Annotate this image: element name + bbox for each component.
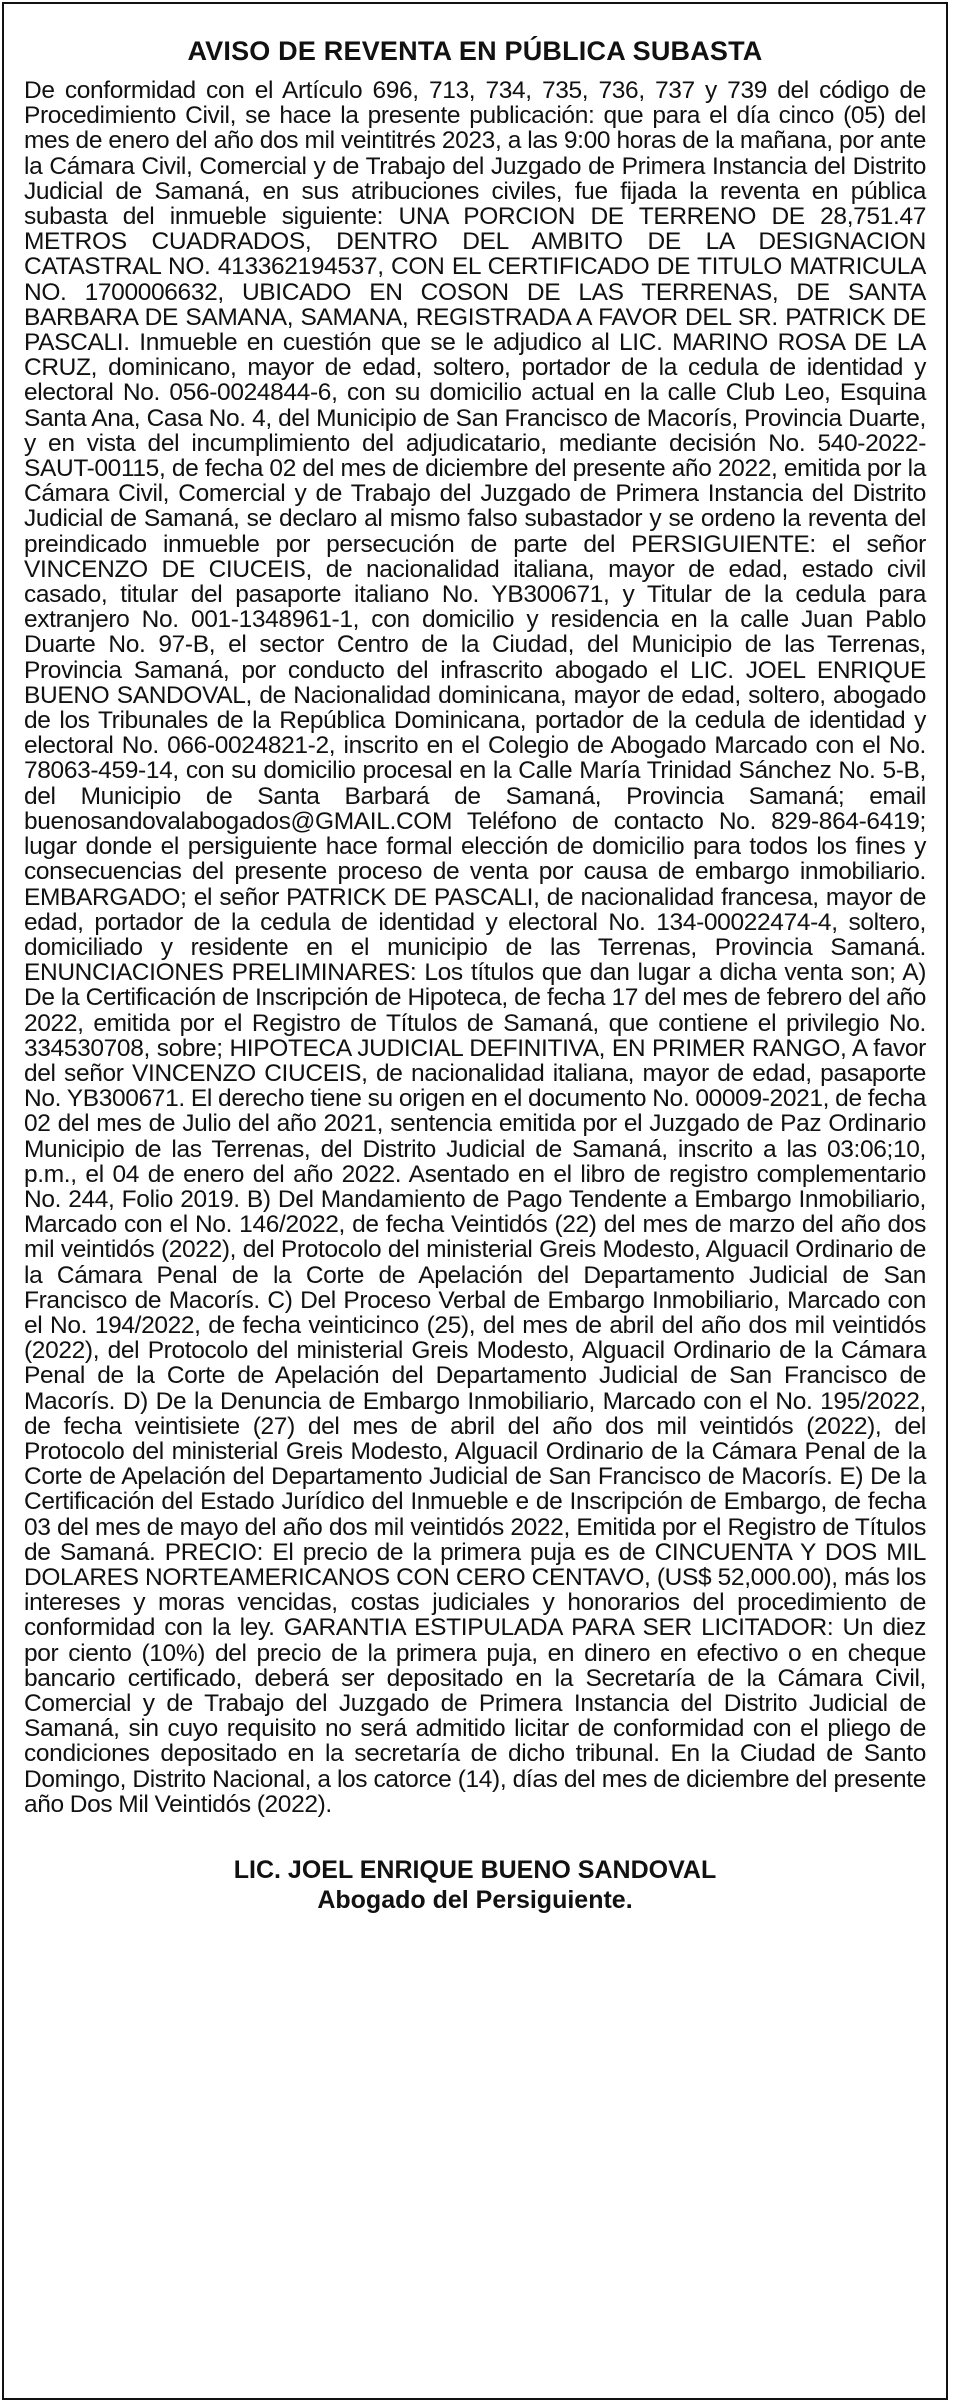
notice-frame: [2, 2, 948, 2400]
signature-role: Abogado del Persiguiente.: [317, 1886, 633, 1915]
notice-body: De conformidad con el Artículo 696, 713, 734, 735, 736, 737 y 739 del código de Procedimiento Civil, se hace la presente publicación: que para el día cinco (05) del mes de enero del año dos mil veintitrés 2023, a las 9:00 horas de la mañana, por ante la Cámara Civil, Comercial y de Trabajo del Juzgado de Primera Instancia del Distrito Judicial de Samaná, en sus atribuciones civiles, fue fijada la reventa en pública subasta del inmueble siguiente: UNA PORCION DE TERRENO DE 28,751.47 METROS CUADRADOS, DENTRO DEL AMBITO DE LA DESIGNACION CATASTRAL NO. 413362194537, CON EL CERTIFICADO DE TITULO MATRICULA NO. 1700006632, UBICADO EN COSON DE LAS TERRENAS, DE SANTA BARBARA DE SAMANA, SAMANA, REGISTRADA A FAVOR DEL SR. PATRICK DE PASCALI. Inmueble en cuestión que se le adjudico al LIC. MARINO ROSA DE LA CRUZ, dominicano, mayor de edad, soltero, portador de la cedula de identidad y electoral No. 056-0024844-6, con su domicilio actual en la calle Club Leo, Esquina Santa Ana, Casa No. 4, del Municipio de San Francisco de Macorís, Provincia Duarte, y en vista del incumplimiento del adjudicatario, mediante decisión No. 540-2022-SAUT-00115, de fecha 02 del mes de diciembre del presente año 2022, emitida por la Cámara Civil, Comercial y de Trabajo del Juzgado de Primera Instancia del Distrito Judicial de Samaná, se declaro al mismo falso subastador y se ordeno la reventa del preindicado inmueble por persecución de parte del PERSIGUIENTE: el señor VINCENZO DE CIUCEIS, de nacionalidad italiana, mayor de edad, estado civil casado, titular del pasaporte italiano No. YB300671, y Titular de la cedula para extranjero No. 001-1348961-1, con domicilio y residencia en la calle Juan Pablo Duarte No. 97-B, el sector Centro de la Ciudad, del Municipio de las Terrenas, Provincia Samaná, por conducto del infrascrito abogado el LIC. JOEL ENRIQUE BUENO SANDOVAL, de Nacionalidad dominicana, mayor de edad, soltero, abogado de los Tribunales de la República Dominicana, portador de la cedula de identidad y electoral No. 066-0024821-2, inscrito en el Colegio de Abogado Marcado con el No. 78063-459-14, con su domicilio procesal en la Calle María Trinidad Sánchez No. 5-B, del Municipio de Santa Barbará de Samaná, Provincia Samaná; email buenosandovalabogados@GMAIL.COM Teléfono de contacto No. 829-864-6419; lugar donde el persiguiente hace formal elección de domicilio para todos los fines y consecuencias del presente proceso de venta por causa de embargo inmobiliario. EMBARGADO; el señor PATRICK DE PASCALI, de nacionalidad francesa, mayor de edad, portador de la cedula de identidad y electoral No. 134-00022474-4, soltero, domiciliado y residente en el municipio de las Terrenas, Provincia Samaná. ENUNCIACIONES PRELIMINARES: Los títulos que dan lugar a dicha venta son; A) De la Certificación de Inscripción de Hipoteca, de fecha 17 del mes de febrero del año 2022, emitida por el Registro de Títulos de Samaná, que contiene el privilegio No. 334530708, sobre; HIPOTECA JUDICIAL DEFINITIVA, EN PRIMER RANGO, A favor del señor VINCENZO CIUCEIS, de nacionalidad italiana, mayor de edad, pasaporte No. YB300671. El derecho tiene su origen en el documento No. 00009-2021, de fecha 02 del mes de Julio del año 2021, sentencia emitida por el Juzgado de Paz Ordinario Municipio de las Terrenas, del Distrito Judicial de Samaná, inscrito a las 03:06;10, p.m., el 04 de enero del año 2022. Asentado en el libro de registro complementario No. 244, Folio 2019. B) Del Mandamiento de Pago Tendente a Embargo Inmobiliario, Marcado con el No. 146/2022, de fecha Veintidós (22) del mes de marzo del año dos mil veintidós (2022), del Protocolo del ministerial Greis Modesto, Alguacil Ordinario de la Cámara Penal de la Corte de Apelación del Departamento Judicial de San Francisco de Macorís. C) Del Proceso Verbal de Embargo Inmobiliario, Marcado con el No. 194/2022, de fecha veinticinco (25), del mes de abril del año dos mil veintidós (2022), del Protocolo del ministerial Greis Modesto, Alguacil Ordinario de la Cámara Penal de la Corte de Apelación del Departamento Judicial de San Francisco de Macorís. D) De la Denuncia de Embargo Inmobiliario, Marcado con el No. 195/2022, de fecha veintisiete (27) del mes de abril del año dos mil veintidós (2022), del Protocolo del ministerial Greis Modesto, Alguacil Ordinario de la Cámara Penal de la Corte de Apelación del Departamento Judicial de San Francisco de Macorís. E) De la Certificación del Estado Jurídico del Inmueble e de Inscripción de Embargo, de fecha 03 del mes de mayo del año dos mil veintidós 2022, Emitida por el Registro de Títulos de Samaná. PRECIO: El precio de la primera puja es de CINCUENTA Y DOS MIL DOLARES NORTEAMERICANOS CON CERO CENTAVO, (US$ 52,000.00), más los intereses y moras vencidas, costas judiciales y honorarios del procedimiento de conformidad con la ley. GARANTIA ESTIPULADA PARA SER LICITADOR: Un diez por ciento (10%) del precio de la primera puja, en dinero en efectivo o en cheque bancario certificado, deberá ser depositado en la Secretaría de la Cámara Civil, Comercial y de Trabajo del Juzgado de Primera Instancia del Distrito Judicial de Samaná, sin cuyo requisito no será admitido licitar de conformidad con el pliego de condiciones depositado en la secretaría de dicho tribunal. En la Ciudad de Santo Domingo, Distrito Nacional, a los catorce (14), días del mes de diciembre del presente año Dos Mil Veintidós (2022).: [24, 77, 926, 1818]
signature-name: LIC. JOEL ENRIQUE BUENO SANDOVAL: [233, 1856, 717, 1885]
notice-title: AVISO DE REVENTA EN PÚBLICA SUBASTA: [187, 36, 763, 66]
signature-block: [24, 1855, 926, 1915]
